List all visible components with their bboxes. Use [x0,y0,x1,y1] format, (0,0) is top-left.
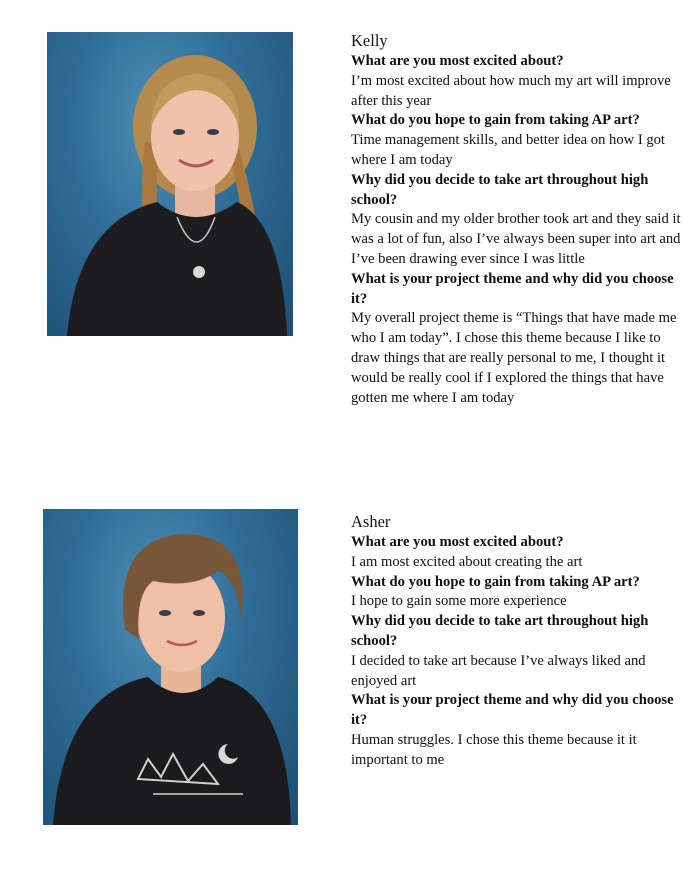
question: What is your project theme and why did you choose it? [351,270,674,307]
question: What are you most excited about? [351,53,564,69]
answer: Time management skills, and better idea on how I got where I am today [351,132,665,168]
question: Why did you decide to take art throughout high school? [351,171,649,208]
answer: My cousin and my older brother took art and they said it was a lot of fun, also I’ve always been super into art and I’ve been drawing ever since I was little [351,211,681,267]
student-name: Kelly [351,31,388,50]
qa-block-kelly [351,31,681,408]
question: What do you hope to gain from taking AP art? [351,573,640,590]
question: What is your project theme and why did you choose it? [351,692,674,729]
question: What are you most excited about? [351,534,564,550]
answer: I hope to gain some more experience [351,593,567,610]
portrait-photo-kelly [47,32,293,336]
qa-block-asher [351,512,681,771]
question: What do you hope to gain from taking AP art? [351,112,640,129]
answer: Human struggles. I chose this theme because it it important to me [351,731,637,768]
answer: My overall project theme is “Things that have made me who I am today”. I chose this theme because I like to draw things that are really personal to me, I thought it would be really cool if I explored the things that have gotten me where I am today [351,310,677,406]
answer: I am most excited about creating the art [351,553,583,570]
student-name: Asher [351,512,391,531]
answer: I’m most excited about how much my art will improve after this year [351,72,671,109]
answer: I decided to take art because I’ve always liked and enjoyed art [351,652,646,689]
question: Why did you decide to take art throughout high school? [351,613,649,649]
portrait-photo-asher [43,509,298,825]
